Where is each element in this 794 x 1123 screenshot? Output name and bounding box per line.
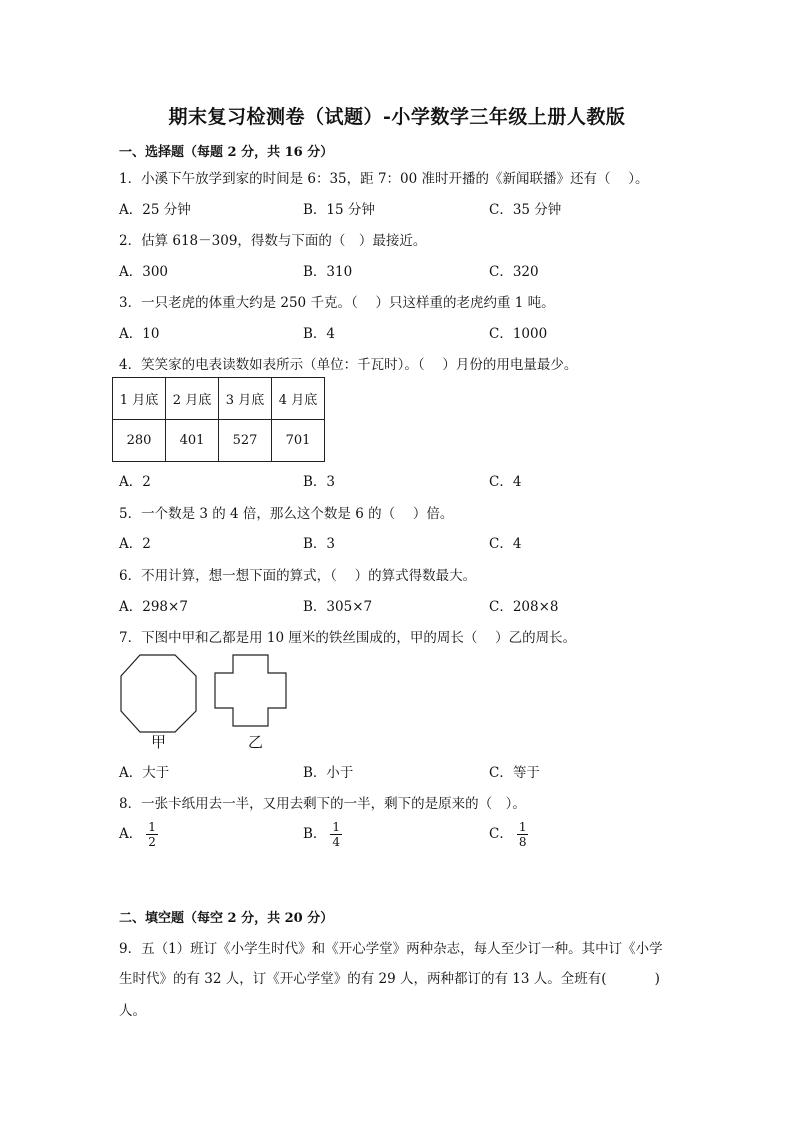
question-9-text: 生时代》的有 32 人，订《开心学堂》的有 29 人，两种都订的有 13 人。全班有( — [119, 971, 607, 987]
fraction — [517, 820, 529, 849]
fraction-numerator: 1 — [148, 820, 156, 834]
octagon-shape-jia — [121, 655, 196, 732]
question-1: 1．小溪下午放学到家的时间是 6：35，距 7：00 准时开播的《新闻联播》还有（ ）。 — [119, 171, 649, 187]
q1-option-c: C．35 分钟 — [489, 202, 562, 218]
q3-option-a: A．10 — [119, 326, 160, 342]
table-cell: 701 — [272, 420, 325, 462]
option-letter: B． — [303, 826, 327, 842]
q4-option-c: C．4 — [489, 474, 522, 490]
question-6: 6．不用计算，想一想下面的算式，（ ）的算式得数最大。 — [119, 568, 477, 584]
q7-option-a: A．大于 — [119, 765, 170, 781]
question-2: 2．估算 618－309，得数与下面的（ ）最接近。 — [119, 233, 427, 249]
q1-option-a: A．25 分钟 — [119, 202, 191, 218]
q8-option-b — [303, 820, 342, 849]
shape-label-yi: 乙 — [248, 733, 264, 751]
table-cell: 401 — [166, 420, 219, 462]
fraction-numerator: 1 — [332, 820, 341, 834]
q2-option-b: B．310 — [303, 264, 353, 280]
q1-option-b: B．15 分钟 — [303, 202, 375, 218]
fraction-numerator: 1 — [518, 820, 527, 834]
q7-option-c: C．等于 — [489, 765, 540, 781]
perimeter-figures — [118, 652, 298, 734]
section-heading-choice: 一、选择题（每题 2 分，共 16 分） — [119, 145, 334, 160]
q6-option-a: A．298×7 — [119, 599, 188, 615]
section-heading-fill: 二、填空题（每空 2 分，共 20 分） — [119, 911, 334, 926]
q8-option-c — [489, 820, 528, 849]
question-4: 4．笑笑家的电表读数如表所示（单位：千瓦时）。（ ）月份的用电量最少。 — [119, 357, 578, 373]
table-header-cell: 4 月底 — [272, 378, 325, 420]
fraction-denominator: 2 — [148, 835, 156, 849]
question-9-paren-close: ) — [654, 971, 660, 987]
fraction — [146, 820, 158, 849]
fraction-denominator: 4 — [332, 835, 341, 849]
option-letter: C． — [489, 826, 513, 842]
q6-option-c: C．208×8 — [489, 599, 559, 615]
question-9-line-1: 9．五（1）班订《小学生时代》和《开心学堂》两种杂志，每人至少订一种。其中订《小学 — [119, 941, 663, 957]
q3-option-b: B．4 — [303, 326, 336, 342]
q5-option-c: C．4 — [489, 536, 522, 552]
question-9-line-3: 人。 — [119, 1003, 146, 1019]
q8-option-a — [119, 820, 158, 849]
question-5: 5．一个数是 3 的 4 倍，那么这个数是 6 的（ ）倍。 — [119, 506, 454, 522]
fraction — [330, 820, 342, 849]
q7-option-b: B．小于 — [303, 765, 354, 781]
question-8: 8．一张卡纸用去一半，又用去剩下的一半，剩下的是原来的（ ）。 — [119, 796, 526, 812]
table-cell: 280 — [113, 420, 166, 462]
page-title: 期末复习检测卷（试题）-小学数学三年级上册人教版 — [168, 106, 626, 128]
table-cell: 527 — [219, 420, 272, 462]
cross-shape-yi — [215, 655, 286, 726]
q2-option-a: A．300 — [119, 264, 169, 280]
q6-option-b: B．305×7 — [303, 599, 373, 615]
question-9-line-2 — [119, 967, 660, 987]
q5-option-b: B．3 — [303, 536, 336, 552]
meter-reading-table — [112, 377, 325, 462]
q4-option-a: A．2 — [119, 474, 151, 490]
table-header-cell: 1 月底 — [113, 378, 166, 420]
table-header-cell: 2 月底 — [166, 378, 219, 420]
table-header-cell: 3 月底 — [219, 378, 272, 420]
fraction-denominator: 8 — [518, 835, 527, 849]
question-7: 7．下图中甲和乙都是用 10 厘米的铁丝围成的，甲的周长（ ）乙的周长。 — [119, 630, 577, 646]
option-letter: A． — [119, 826, 143, 842]
q3-option-c: C．1000 — [489, 326, 548, 342]
question-3: 3．一只老虎的体重大约是 250 千克。（ ）只这样重的老虎约重 1 吨。 — [119, 295, 555, 311]
q4-option-b: B．3 — [303, 474, 336, 490]
q5-option-a: A．2 — [119, 536, 151, 552]
shape-label-jia: 甲 — [151, 733, 167, 751]
q2-option-c: C．320 — [489, 264, 539, 280]
